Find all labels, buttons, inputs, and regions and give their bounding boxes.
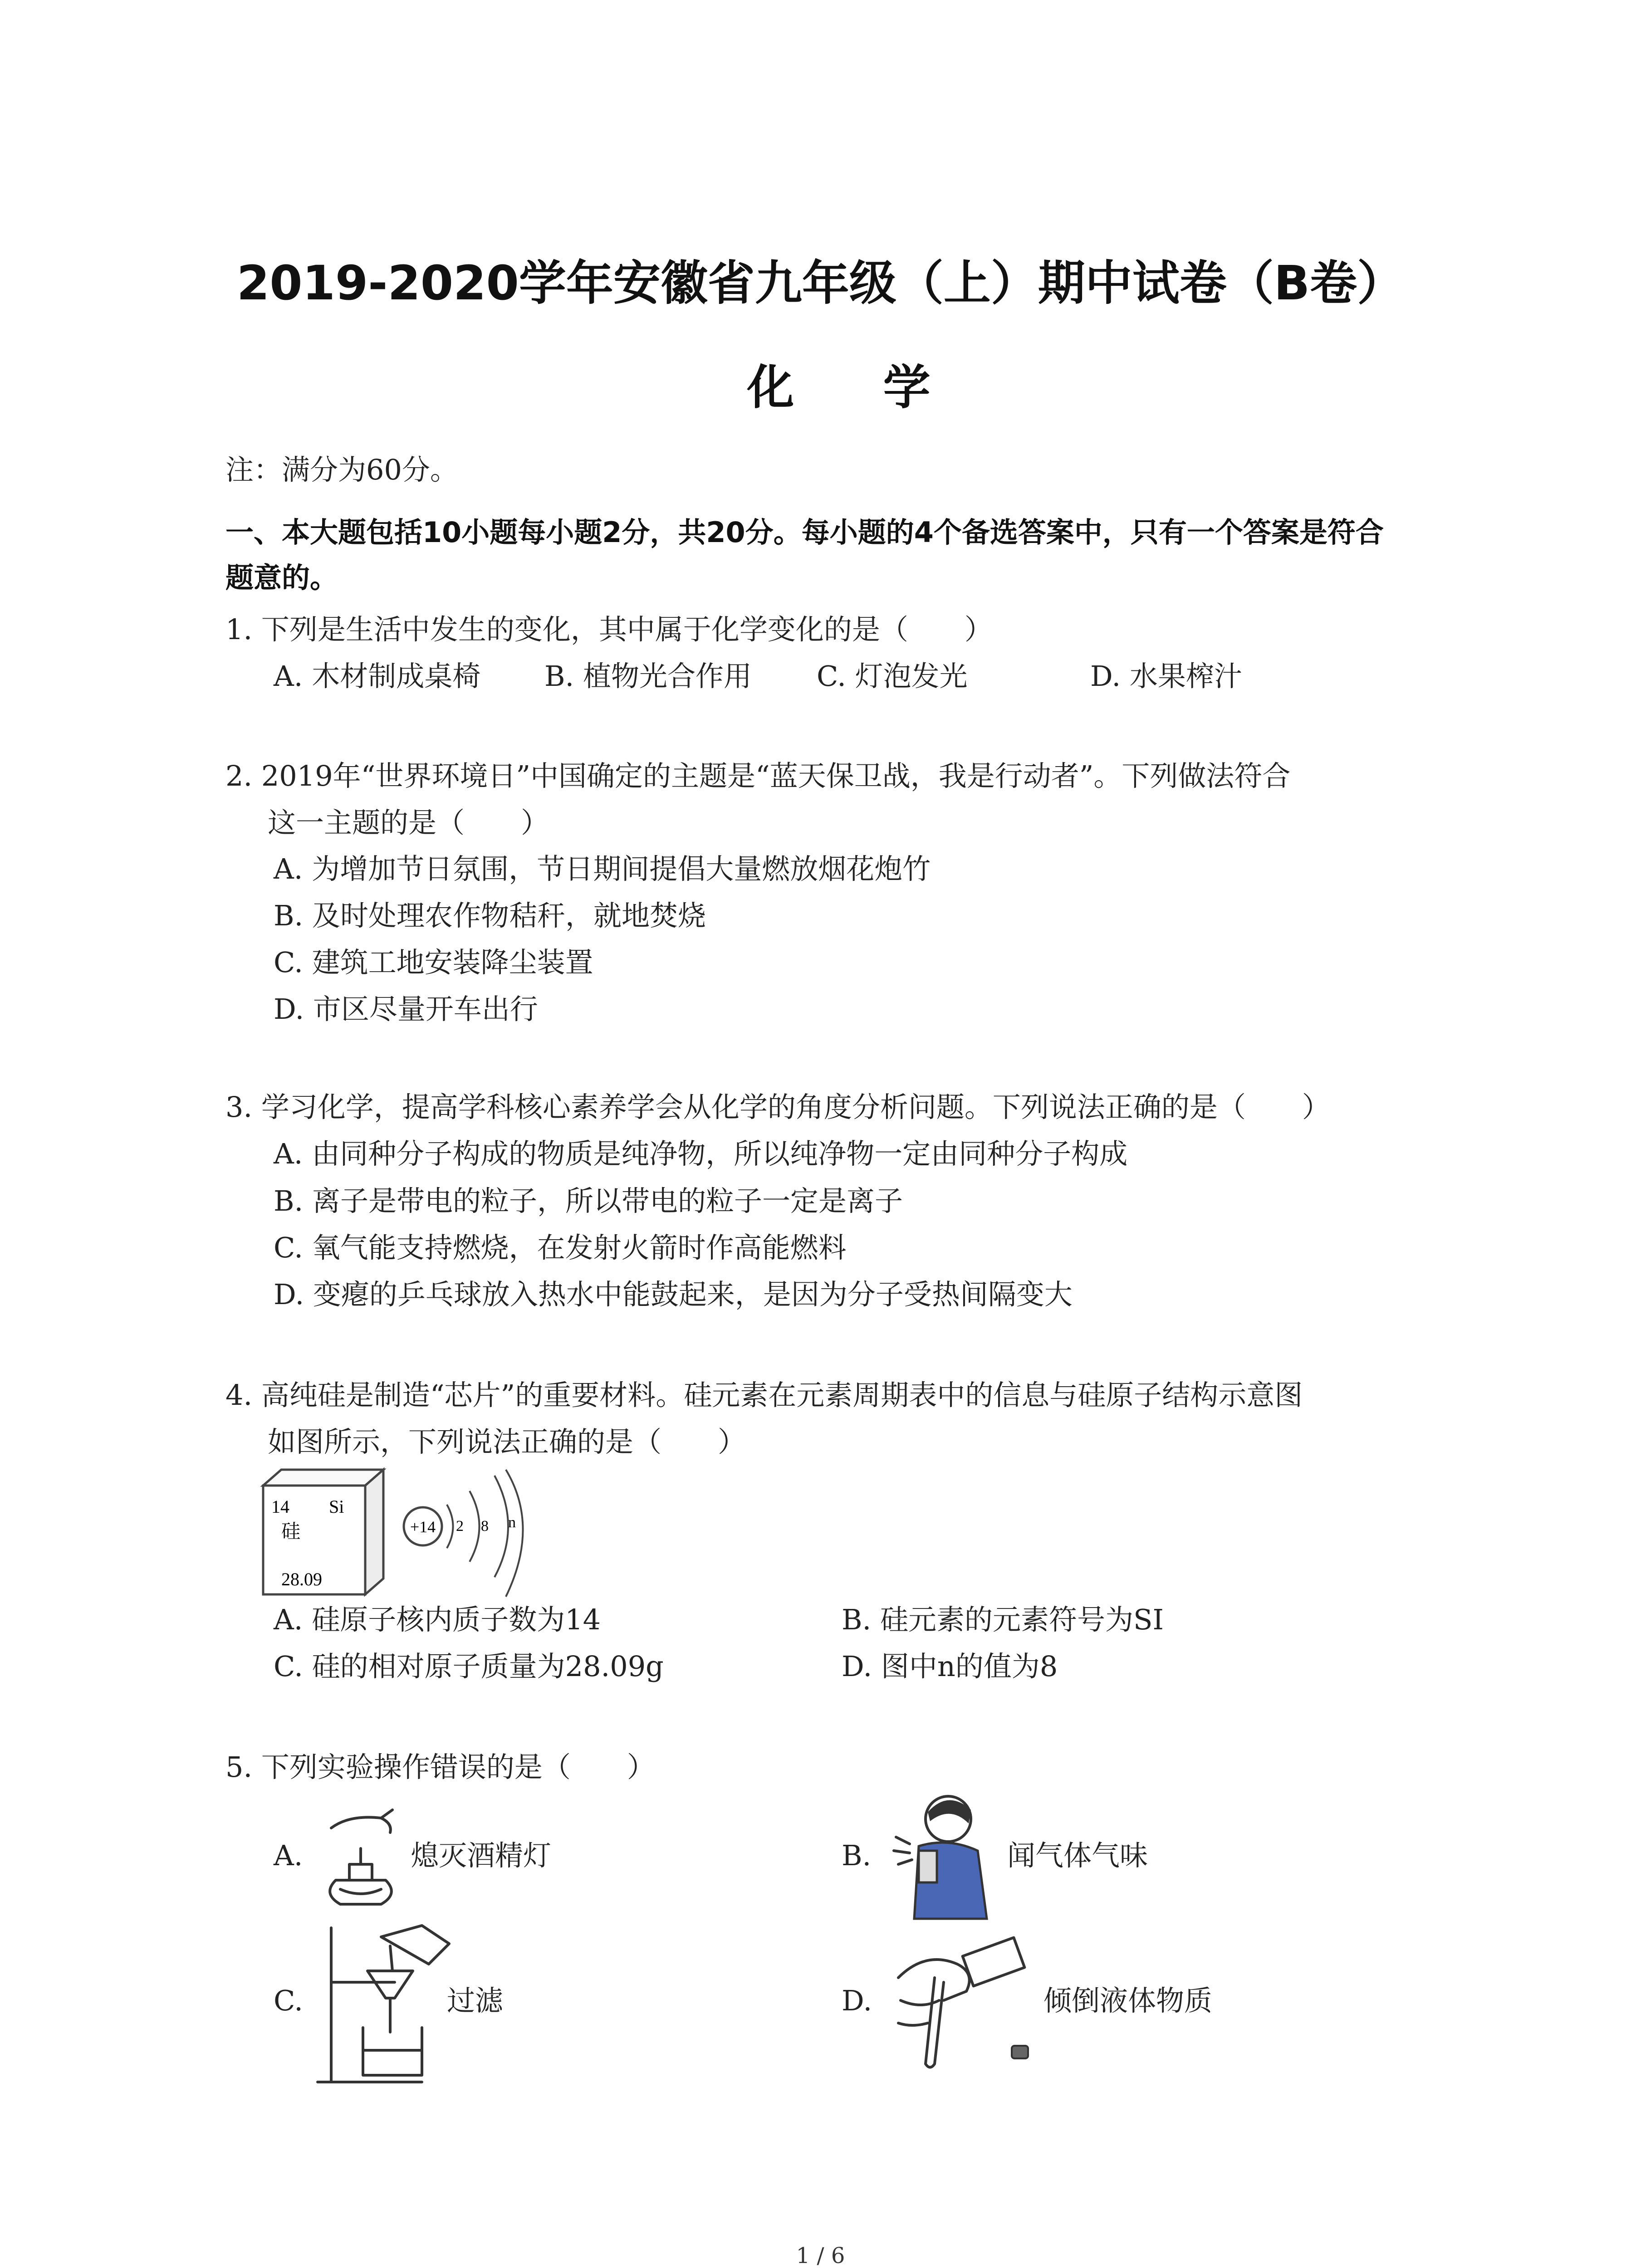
q5-option-c-letter: C. xyxy=(274,1984,303,2017)
q2-stem-line2: 这一主题的是（ ） xyxy=(268,806,549,839)
q2-stem-line1: 2. 2019年“世界环境日”中国确定的主题是“蓝天保卫战，我是行动者”。下列做法符合 xyxy=(225,759,1291,792)
q4-stem-line1: 4. 高纯硅是制造“芯片”的重要材料。硅元素在元素周期表中的信息与硅原子结构示意图 xyxy=(225,1378,1303,1412)
q3-option-b: B. 离子是带电的粒子，所以带电的粒子一定是离子 xyxy=(274,1184,903,1217)
section-heading-line1: 一、本大题包括10小题每小题2分，共20分。每小题的4个备选答案中，只有一个答案是符合 xyxy=(225,516,1384,549)
q2-option-c: C. 建筑工地安装降尘装置 xyxy=(274,946,593,979)
q1-option-b: B. 植物光合作用 xyxy=(544,660,752,693)
q3-option-a: A. 由同种分子构成的物质是纯净物，所以纯净物一定由同种分子构成 xyxy=(274,1137,1128,1170)
q5-option-a-letter: A. xyxy=(274,1839,303,1872)
q5-stem: 5. 下列实验操作错误的是（ ） xyxy=(225,1750,655,1784)
q3-option-c: C. 氧气能支持燃烧，在发射火箭时作高能燃料 xyxy=(274,1231,847,1264)
atomic-mass: 28.09 xyxy=(281,1569,322,1589)
page-number: 1 / 6 xyxy=(796,2243,845,2268)
q2-option-b: B. 及时处理农作物秸秆，就地焚烧 xyxy=(274,899,706,932)
alcohol-lamp-extinguish-image xyxy=(313,1796,408,1910)
q1-stem: 1. 下列是生活中发生的变化，其中属于化学变化的是（ ） xyxy=(225,613,993,646)
q3-option-d: D. 变瘪的乒乓球放入热水中能鼓起来，是因为分子受热间隔变大 xyxy=(274,1278,1073,1311)
shell-3-electrons: n xyxy=(508,1514,516,1531)
q5-option-c-text: 过滤 xyxy=(447,1984,504,2017)
q2-option-a: A. 为增加节日氛围，节日期间提倡大量燃放烟花炮竹 xyxy=(274,852,931,885)
score-note: 注：满分为60分。 xyxy=(225,453,458,486)
q5-option-d-letter: D. xyxy=(842,1984,872,2017)
q5-option-d-text: 倾倒液体物质 xyxy=(1043,1984,1213,2017)
q4-option-c: C. 硅的相对原子质量为28.09g xyxy=(274,1650,664,1683)
silicon-element-and-atom-figure xyxy=(254,1467,535,1608)
periodic-table-cell xyxy=(263,1470,383,1594)
q1-option-a: A. 木材制成桌椅 xyxy=(274,660,481,693)
element-symbol: Si xyxy=(329,1496,344,1517)
q5-option-a-text: 熄灭酒精灯 xyxy=(411,1839,552,1872)
atomic-number: 14 xyxy=(271,1496,289,1517)
q2-option-d: D. 市区尽量开车出行 xyxy=(274,992,538,1026)
q4-option-d: D. 图中n的值为8 xyxy=(842,1650,1058,1683)
shell-arc-1 xyxy=(447,1505,453,1548)
exam-title: 2019-2020学年安徽省九年级（上）期中试卷（B卷） xyxy=(236,255,1405,311)
q3-stem: 3. 学习化学，提高学科核心素养学会从化学的角度分析问题。下列说法正确的是（ ） xyxy=(225,1090,1330,1124)
q4-option-b: B. 硅元素的元素符号为SI xyxy=(842,1603,1164,1636)
shell-1-electrons: 2 xyxy=(456,1518,464,1535)
q1-option-c: C. 灯泡发光 xyxy=(817,660,968,693)
filtration-image xyxy=(313,1919,458,2087)
q1-option-d: D. 水果榨汁 xyxy=(1090,660,1242,693)
q5-option-b-text: 闻气体气味 xyxy=(1007,1839,1148,1872)
element-name: 硅 xyxy=(281,1520,301,1542)
subject-title: 化 学 xyxy=(747,360,967,415)
q5-option-b-letter: B. xyxy=(842,1839,872,1872)
shell-arc-3 xyxy=(495,1476,508,1577)
shell-2-electrons: 8 xyxy=(481,1518,489,1535)
atom-structure-diagram xyxy=(404,1470,523,1597)
pour-liquid-image xyxy=(889,1932,1043,2077)
shell-arc-2 xyxy=(470,1491,480,1562)
q4-stem-line2: 如图所示，下列说法正确的是（ ） xyxy=(268,1425,746,1458)
nucleus-charge: +14 xyxy=(410,1518,436,1536)
section-heading-line2: 题意的。 xyxy=(225,561,338,594)
q4-option-a: A. 硅原子核内质子数为14 xyxy=(274,1603,601,1636)
smell-gas-image xyxy=(887,1787,1005,1923)
